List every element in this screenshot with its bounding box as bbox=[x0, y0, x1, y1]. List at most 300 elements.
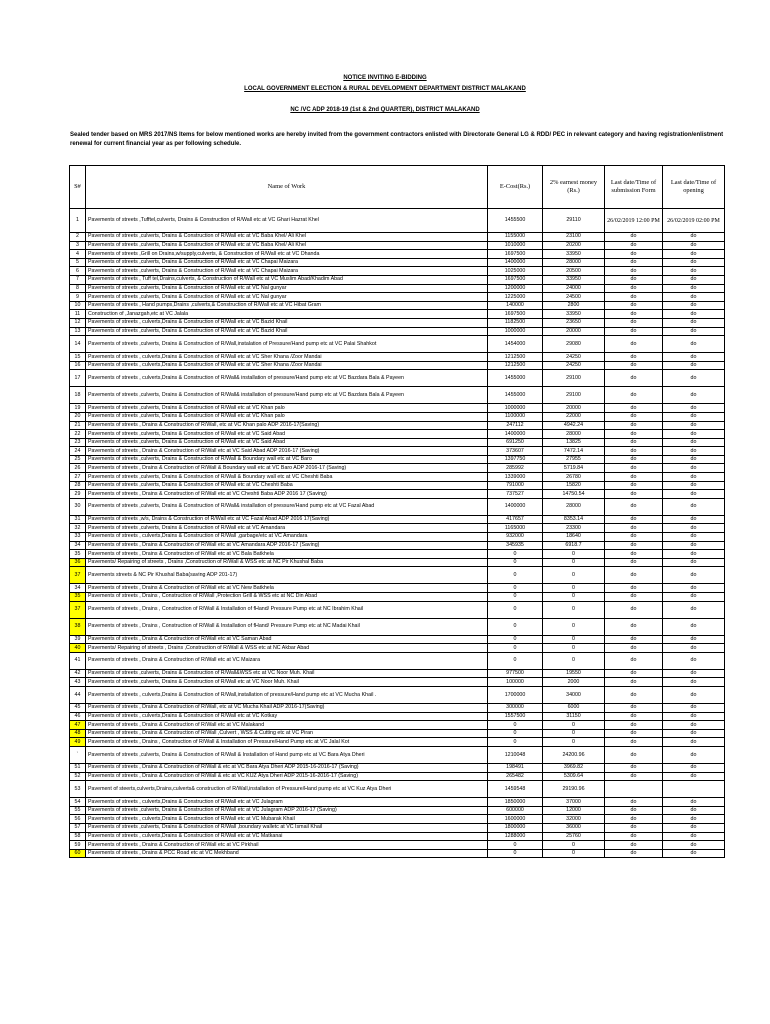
earnest-cell: 0 bbox=[543, 558, 605, 567]
cost-cell: 1182500 bbox=[488, 318, 543, 327]
submission-cell: do bbox=[605, 310, 663, 319]
submission-cell: do bbox=[605, 387, 663, 404]
opening-cell: do bbox=[663, 275, 725, 284]
sn-cell: 35 bbox=[70, 593, 86, 602]
cost-cell: 1400000 bbox=[488, 498, 543, 515]
work-cell: Pavements of streets ,culverts, Drains & Construction of R/Wall & Boundary wall etc at VC Cheshti Baba bbox=[86, 473, 488, 482]
work-cell: Pavements of streets ,culverts, Drains & Construction of R/Wall & Boundary wall etc at VC Baro bbox=[86, 455, 488, 464]
earnest-cell: 23100 bbox=[543, 233, 605, 242]
table-row bbox=[70, 593, 725, 602]
table-row bbox=[70, 841, 725, 850]
sn-cell: 9 bbox=[70, 293, 86, 302]
submission-cell: do bbox=[605, 498, 663, 515]
table-row bbox=[70, 781, 725, 798]
table-row bbox=[70, 738, 725, 747]
work-cell: Pavements/ Repairing of streets , Drains ,Construction of R/Wall & WSS etc at NC Akbar Abad bbox=[86, 644, 488, 653]
table-row bbox=[70, 310, 725, 319]
work-cell: Pavements of streets ,culverts, Drains & Construction of R/Wall&WSS etc at VC Noor Muh. Khail bbox=[86, 669, 488, 678]
table-row bbox=[70, 644, 725, 653]
table-row bbox=[70, 806, 725, 815]
submission-cell: do bbox=[605, 635, 663, 644]
earnest-cell: 14750.54 bbox=[543, 490, 605, 499]
table-row bbox=[70, 412, 725, 421]
table-row bbox=[70, 832, 725, 841]
earnest-cell: 0 bbox=[543, 601, 605, 618]
table-row bbox=[70, 464, 725, 473]
work-cell: Pavements of streets ,culverts, Drains & Construction of R/Wall etc at VC Khan palo bbox=[86, 412, 488, 421]
submission-cell: do bbox=[605, 301, 663, 310]
submission-cell: do bbox=[605, 832, 663, 841]
cost-cell: 1212500 bbox=[488, 361, 543, 370]
opening-cell: do bbox=[663, 430, 725, 439]
sn-cell: 36 bbox=[70, 558, 86, 567]
earnest-cell: 15820 bbox=[543, 481, 605, 490]
cost-cell: 600000 bbox=[488, 806, 543, 815]
intro-paragraph: Sealed tender based on MRS 2017/NS Items for below mentioned works are hereby invited from the government contractors enlisted with Directorate General LG & RDD/ PEC in relevant category and having registration/enlistment renewal for current financial year as per following schedule. bbox=[70, 132, 724, 147]
submission-cell: do bbox=[605, 533, 663, 542]
table-row bbox=[70, 275, 725, 284]
sn-cell: 53 bbox=[70, 781, 86, 798]
cost-cell: 1454000 bbox=[488, 336, 543, 353]
cost-cell: 1455000 bbox=[488, 370, 543, 387]
cost-cell: 932000 bbox=[488, 533, 543, 542]
submission-cell: do bbox=[605, 421, 663, 430]
table-row bbox=[70, 336, 725, 353]
sn-cell: 51 bbox=[70, 763, 86, 772]
sn-cell: 1 bbox=[70, 209, 86, 233]
cost-cell: 300000 bbox=[488, 703, 543, 712]
table-row bbox=[70, 763, 725, 772]
cost-cell: 1225000 bbox=[488, 293, 543, 302]
submission-cell: do bbox=[605, 275, 663, 284]
sn-cell: 34 bbox=[70, 584, 86, 593]
sn-cell: 13 bbox=[70, 327, 86, 336]
opening-cell: do bbox=[663, 746, 725, 763]
cost-cell: 1697500 bbox=[488, 250, 543, 259]
submission-cell: do bbox=[605, 703, 663, 712]
sn-cell: 7 bbox=[70, 275, 86, 284]
opening-cell: do bbox=[663, 293, 725, 302]
table-row bbox=[70, 515, 725, 524]
work-cell: Pavements of streets ,culverts, Drains & Construction of R/Wall etc at VC Bazid Khail bbox=[86, 327, 488, 336]
table-row bbox=[70, 301, 725, 310]
cost-cell: 1212500 bbox=[488, 353, 543, 362]
table-row bbox=[70, 533, 725, 542]
earnest-cell: 6918.7 bbox=[543, 541, 605, 550]
earnest-cell: 20200 bbox=[543, 241, 605, 250]
table-row bbox=[70, 686, 725, 703]
earnest-cell: 24500 bbox=[543, 293, 605, 302]
earnest-cell: 27955 bbox=[543, 455, 605, 464]
work-cell: Pavements of streets , Drains & Construction of R/Wall etc at VC Cheshti Baba ADP 2016 17 (Saving) bbox=[86, 490, 488, 499]
work-cell: Pavements of streets , culverts,Drains & Construction of R/Wall etc at VC Sher Khana /Zoor Mandai bbox=[86, 353, 488, 362]
earnest-cell: 7472.14 bbox=[543, 447, 605, 456]
cost-cell: 1400000 bbox=[488, 258, 543, 267]
submission-cell: 26/02/2019 12:00 PM bbox=[605, 209, 663, 233]
work-cell: Pavements of streets ,culverts, Drains & Construction of R/Wall& installation of pressure/Hand pump etc at VC Fazal Abad bbox=[86, 498, 488, 515]
table-row bbox=[70, 490, 725, 499]
earnest-cell: 24250 bbox=[543, 361, 605, 370]
opening-cell: do bbox=[663, 438, 725, 447]
work-cell: Pavements of streets , culverts,Drains & Construction of R/Wall,installation of pressure/Hand pump etc at VC Mucha Khail . bbox=[86, 686, 488, 703]
submission-cell: do bbox=[605, 515, 663, 524]
opening-cell: do bbox=[663, 421, 725, 430]
earnest-cell: 29100 bbox=[543, 370, 605, 387]
work-cell: Pavements of streets ,Grill on Drains,w/supply,culverts, & Construction of R/Wall etc at VC Dhanda bbox=[86, 250, 488, 259]
submission-cell: do bbox=[605, 601, 663, 618]
submission-cell: do bbox=[605, 464, 663, 473]
earnest-cell: 2000 bbox=[543, 678, 605, 687]
cost-cell: 0 bbox=[488, 738, 543, 747]
sn-cell: 49 bbox=[70, 738, 86, 747]
cost-cell: 1455000 bbox=[488, 387, 543, 404]
opening-cell: do bbox=[663, 712, 725, 721]
opening-cell: do bbox=[663, 763, 725, 772]
work-cell: Pavements/ Repairing of streets , Drains ,Construction of R/Wall & WSS etc at NC Pir Khushal Baba bbox=[86, 558, 488, 567]
cost-cell: 0 bbox=[488, 635, 543, 644]
work-cell: Pavements of streets , Drains , Construction of R/Wall ,Protection Grill & WSS etc at NC Din Abad bbox=[86, 593, 488, 602]
opening-cell: 26/02/2019 02:00 PM bbox=[663, 209, 725, 233]
submission-cell: do bbox=[605, 541, 663, 550]
opening-cell: do bbox=[663, 772, 725, 781]
sn-cell: 43 bbox=[70, 678, 86, 687]
work-cell: Pavements of streets , culverts,Drains & Construction of R/Wall etc at VC Sher Khana /Zoor Mandai bbox=[86, 361, 488, 370]
work-cell: Pavements of streets , culverts,Drains & Construction of R/Wall etc at VC Matkanai bbox=[86, 832, 488, 841]
sn-cell: 34 bbox=[70, 541, 86, 550]
table-row bbox=[70, 601, 725, 618]
cost-cell: 1339000 bbox=[488, 473, 543, 482]
sn-cell: 11 bbox=[70, 310, 86, 319]
table-row bbox=[70, 558, 725, 567]
cost-cell: 1165000 bbox=[488, 524, 543, 533]
opening-cell: do bbox=[663, 233, 725, 242]
work-cell: Pavements of streets , Drains & Construction of R/Wall & etc at VC KUZ Atya Dheri ADP 2015-16-2016-17 (Saving) bbox=[86, 772, 488, 781]
sn-cell: 21 bbox=[70, 421, 86, 430]
submission-cell: do bbox=[605, 746, 663, 763]
opening-cell: do bbox=[663, 584, 725, 593]
sn-cell: 52 bbox=[70, 772, 86, 781]
opening-cell: do bbox=[663, 541, 725, 550]
table-row bbox=[70, 455, 725, 464]
cost-cell: 1000000 bbox=[488, 327, 543, 336]
submission-cell: do bbox=[605, 678, 663, 687]
submission-cell: do bbox=[605, 318, 663, 327]
earnest-cell: 24200.96 bbox=[543, 746, 605, 763]
cost-cell: 0 bbox=[488, 593, 543, 602]
submission-cell: do bbox=[605, 327, 663, 336]
cost-cell: 417657 bbox=[488, 515, 543, 524]
submission-cell: do bbox=[605, 258, 663, 267]
submission-cell: do bbox=[605, 584, 663, 593]
work-cell: Pavements of streets ,culverts, Drains & Construction of R/Wall etc at VC Noor Muh. Khail bbox=[86, 678, 488, 687]
sn-cell: 19 bbox=[70, 404, 86, 413]
work-cell: Pavements of streets , culverts,Drains & Construction of R/Wall etc at VC Kotkay bbox=[86, 712, 488, 721]
sn-cell: 16 bbox=[70, 361, 86, 370]
work-cell: Construction of ,Janazgah,etc at VC Jalala bbox=[86, 310, 488, 319]
sn-cell: 27 bbox=[70, 473, 86, 482]
cost-cell: 737527 bbox=[488, 490, 543, 499]
cost-cell: 0 bbox=[488, 729, 543, 738]
opening-cell: do bbox=[663, 481, 725, 490]
table-row bbox=[70, 815, 725, 824]
work-cell: Pavements of streets , Drains & Construction of R/Wall etc at VC Maizara bbox=[86, 652, 488, 669]
earnest-cell: 0 bbox=[543, 652, 605, 669]
work-cell: Pavements of streets , culverts,Drains & Construction of R/Wall& installation of pressure/Hand pump etc at VC Bazdara Bala & Payeen bbox=[86, 370, 488, 387]
cost-cell: 1455500 bbox=[488, 209, 543, 233]
cost-cell: 1025000 bbox=[488, 267, 543, 276]
table-row bbox=[70, 746, 725, 763]
submission-cell: do bbox=[605, 806, 663, 815]
cost-cell: 285992 bbox=[488, 464, 543, 473]
sn-cell: 38 bbox=[70, 618, 86, 635]
earnest-cell: 13825 bbox=[543, 438, 605, 447]
table-row bbox=[70, 798, 725, 807]
work-cell: Pavements of streets , Drains & Construction of R/Wall ,Culvert , WSS & Cutting etc at VC Piran bbox=[86, 729, 488, 738]
cost-cell: 0 bbox=[488, 567, 543, 584]
opening-cell: do bbox=[663, 686, 725, 703]
col-work: Name of Work bbox=[86, 166, 488, 209]
work-cell: Pavements of streets , Drains & Construction of R/Wall & etc at VC Bara Atya Dheri ADP 2015-16-2016-17 (Saving) bbox=[86, 763, 488, 772]
cost-cell: 247112 bbox=[488, 421, 543, 430]
table-row bbox=[70, 772, 725, 781]
cost-cell: 1557500 bbox=[488, 712, 543, 721]
opening-cell: do bbox=[663, 558, 725, 567]
opening-cell: do bbox=[663, 284, 725, 293]
work-cell: Pavements of streets , Drains & Construction of R/Wall etc at VC Pirkhail bbox=[86, 841, 488, 850]
table-row bbox=[70, 318, 725, 327]
opening-cell: do bbox=[663, 447, 725, 456]
sn-cell: 60 bbox=[70, 849, 86, 858]
earnest-cell: 37000 bbox=[543, 798, 605, 807]
sn-cell: 15 bbox=[70, 353, 86, 362]
sn-cell: 41 bbox=[70, 652, 86, 669]
earnest-cell: 6000 bbox=[543, 703, 605, 712]
opening-cell: do bbox=[663, 404, 725, 413]
sn-cell: 54 bbox=[70, 798, 86, 807]
earnest-cell: 0 bbox=[543, 841, 605, 850]
sn-cell: 25 bbox=[70, 455, 86, 464]
cost-cell: 0 bbox=[488, 618, 543, 635]
earnest-cell: 20000 bbox=[543, 327, 605, 336]
work-cell: Pavements of streets ,culverts, Drains & Construction of R/Wall etc at VC Nal gunyar bbox=[86, 293, 488, 302]
sn-cell: 57 bbox=[70, 823, 86, 832]
sn-cell: 44 bbox=[70, 686, 86, 703]
work-cell: Pavements of streets ,w/s, Drains & Construction of R/Wall etc at VC Fazal Abad ADP 2016 17(Saving) bbox=[86, 515, 488, 524]
cost-cell: 1200000 bbox=[488, 284, 543, 293]
work-cell: Pavements of streets , culverts,Drains & Construction of R/Wall etc at VC Julagram bbox=[86, 798, 488, 807]
earnest-cell: 0 bbox=[543, 593, 605, 602]
opening-cell bbox=[663, 781, 725, 798]
table-row bbox=[70, 849, 725, 858]
submission-cell: do bbox=[605, 841, 663, 850]
notice-title: NOTICE INVITING E-BIDDING bbox=[343, 75, 427, 81]
cost-cell: 1850000 bbox=[488, 798, 543, 807]
submission-cell: do bbox=[605, 815, 663, 824]
earnest-cell: 33950 bbox=[543, 275, 605, 284]
submission-cell: do bbox=[605, 772, 663, 781]
work-cell: Pavements of streets ,Tufftel,culverts, Drains & Construction of R/Wall etc at VC Ghari Hazrat Khel bbox=[86, 209, 488, 233]
cost-cell: 1010000 bbox=[488, 241, 543, 250]
submission-cell: do bbox=[605, 644, 663, 653]
submission-cell: do bbox=[605, 823, 663, 832]
submission-cell bbox=[605, 781, 663, 798]
submission-cell: do bbox=[605, 267, 663, 276]
cost-cell: 0 bbox=[488, 601, 543, 618]
earnest-cell: 29080 bbox=[543, 336, 605, 353]
table-row bbox=[70, 258, 725, 267]
table-row bbox=[70, 652, 725, 669]
opening-cell: do bbox=[663, 601, 725, 618]
earnest-cell: 0 bbox=[543, 550, 605, 559]
table-row bbox=[70, 430, 725, 439]
submission-cell: do bbox=[605, 370, 663, 387]
opening-cell: do bbox=[663, 412, 725, 421]
work-cell: Pavements of streets ,culverts, Drains & Construction of R/Wall etc at VC Baba Khel/ Ali Khel bbox=[86, 233, 488, 242]
table-row bbox=[70, 421, 725, 430]
work-cell: Pavements of streets ,culverts, Drains & Construction of R/Wall& installation of pressure/Hand pump etc at VC Bazdara Bala & Payeen bbox=[86, 387, 488, 404]
earnest-cell: 29100 bbox=[543, 387, 605, 404]
col-submission: Last date/Time of submission Form bbox=[605, 166, 663, 209]
opening-cell: do bbox=[663, 258, 725, 267]
sn-cell: 28 bbox=[70, 481, 86, 490]
submission-cell: do bbox=[605, 652, 663, 669]
sn-cell: 29 bbox=[70, 490, 86, 499]
cost-cell: 1100000 bbox=[488, 412, 543, 421]
sn-cell: 3 bbox=[70, 241, 86, 250]
table-body bbox=[70, 209, 725, 858]
work-cell: Pavements of streets ,culverts, Drains & Construction of R/Wall,instalation of Pressure/Hand pump etc at VC Palai Shahkot bbox=[86, 336, 488, 353]
table-row bbox=[70, 678, 725, 687]
opening-cell: do bbox=[663, 815, 725, 824]
cost-cell: 198491 bbox=[488, 763, 543, 772]
earnest-cell: 8353.14 bbox=[543, 515, 605, 524]
submission-cell: do bbox=[605, 721, 663, 730]
opening-cell: do bbox=[663, 550, 725, 559]
table-row bbox=[70, 635, 725, 644]
adp-title: NC /VC ADP 2018-19 (1st & 2nd QUARTER), DISTRICT MALAKAND bbox=[290, 107, 480, 113]
table-row bbox=[70, 293, 725, 302]
sn-cell: 58 bbox=[70, 832, 86, 841]
earnest-cell: 31150 bbox=[543, 712, 605, 721]
work-cell: Pavements of streets , Drains , Construction of R/Wall & Installation of fHand/ Pressure Pump etc at NC Ibrahim Khail bbox=[86, 601, 488, 618]
cost-cell: 0 bbox=[488, 652, 543, 669]
earnest-cell: 22000 bbox=[543, 412, 605, 421]
earnest-cell: 0 bbox=[543, 849, 605, 858]
table-row bbox=[70, 729, 725, 738]
earnest-cell: 20500 bbox=[543, 267, 605, 276]
submission-cell: do bbox=[605, 618, 663, 635]
table-row bbox=[70, 541, 725, 550]
work-cell: Pavement of steerts,culverts,Drains,culverts& construction of R/Wall,installation of Pressure/Hand pump etc at VC Kuz Atya Dheri bbox=[86, 781, 488, 798]
work-cell: Pavements of streets ,culverts, Drains & Construction of R/Wall etc at VC Julagram ADP 2016-17 (Saving) bbox=[86, 806, 488, 815]
opening-cell: do bbox=[663, 669, 725, 678]
sn-cell: 2 bbox=[70, 233, 86, 242]
submission-cell: do bbox=[605, 447, 663, 456]
cost-cell: 0 bbox=[488, 644, 543, 653]
cost-cell: 791000 bbox=[488, 481, 543, 490]
table-row bbox=[70, 473, 725, 482]
opening-cell: do bbox=[663, 832, 725, 841]
submission-cell: do bbox=[605, 798, 663, 807]
opening-cell: do bbox=[663, 267, 725, 276]
work-cell: Pavements of streets ,culverts, Drains & Construction of R/Wall etc at VC Amandara bbox=[86, 524, 488, 533]
earnest-cell: 3969.82 bbox=[543, 763, 605, 772]
table-row bbox=[70, 481, 725, 490]
earnest-cell: 5309.64 bbox=[543, 772, 605, 781]
work-cell: Pavements of streets ,culverts, Drains & Construction of R/Wall etc at VC Khan palo bbox=[86, 404, 488, 413]
submission-cell: do bbox=[605, 250, 663, 259]
submission-cell: do bbox=[605, 353, 663, 362]
sn-cell: 37 bbox=[70, 601, 86, 618]
cost-cell: 977500 bbox=[488, 669, 543, 678]
earnest-cell: 32000 bbox=[543, 815, 605, 824]
sn-cell: 6 bbox=[70, 267, 86, 276]
opening-cell: do bbox=[663, 806, 725, 815]
table-row bbox=[70, 387, 725, 404]
earnest-cell: 0 bbox=[543, 618, 605, 635]
col-opening: Last date/Time of opening bbox=[663, 166, 725, 209]
earnest-cell: 23650 bbox=[543, 318, 605, 327]
submission-cell: do bbox=[605, 481, 663, 490]
work-cell: Pavements of streets ,culverts, Drains & Construction of R/Wall etc at VC Nal gunyar bbox=[86, 284, 488, 293]
table-row bbox=[70, 550, 725, 559]
work-cell: Pavements of streets , Drains & Construction of R/Wall etc at VC Amandara ADP 2016-17 (Saving) bbox=[86, 541, 488, 550]
work-cell: Pavements of streets ,culverts, Drains & Construction of R/Wall etc at VC Baba Khel/ Ali Khel bbox=[86, 241, 488, 250]
cost-cell: 1288000 bbox=[488, 832, 543, 841]
opening-cell: do bbox=[663, 370, 725, 387]
opening-cell: do bbox=[663, 301, 725, 310]
sn-cell: 47 bbox=[70, 721, 86, 730]
sn-cell: 23 bbox=[70, 438, 86, 447]
table-row bbox=[70, 370, 725, 387]
cost-cell: 0 bbox=[488, 550, 543, 559]
sn-cell: 33 bbox=[70, 533, 86, 542]
opening-cell: do bbox=[663, 336, 725, 353]
opening-cell: do bbox=[663, 849, 725, 858]
submission-cell: do bbox=[605, 738, 663, 747]
table-row bbox=[70, 567, 725, 584]
sn-cell: 40 bbox=[70, 644, 86, 653]
opening-cell: do bbox=[663, 533, 725, 542]
earnest-cell: 18640 bbox=[543, 533, 605, 542]
earnest-cell: 0 bbox=[543, 721, 605, 730]
earnest-cell: 24250 bbox=[543, 353, 605, 362]
opening-cell: do bbox=[663, 729, 725, 738]
col-sn: S# bbox=[70, 166, 86, 209]
cost-cell: 1459548 bbox=[488, 781, 543, 798]
opening-cell: do bbox=[663, 524, 725, 533]
table-row bbox=[70, 498, 725, 515]
submission-cell: do bbox=[605, 593, 663, 602]
table-row bbox=[70, 669, 725, 678]
work-cell: Pavements of streets , Tuff tel,Drains,culverts, & Construction of R/Wall etc at VC Muslim Abad/Khadim Abad bbox=[86, 275, 488, 284]
submission-cell: do bbox=[605, 729, 663, 738]
sn-cell: 35 bbox=[70, 550, 86, 559]
cost-cell: 1697500 bbox=[488, 310, 543, 319]
cost-cell: 0 bbox=[488, 558, 543, 567]
earnest-cell: 25760 bbox=[543, 832, 605, 841]
cost-cell: 1600000 bbox=[488, 815, 543, 824]
table-row bbox=[70, 584, 725, 593]
table-row bbox=[70, 712, 725, 721]
department-title: LOCAL GOVERNMENT ELECTION & RURAL DEVELOPMENT DEPARTMENT DISTRICT MALAKAND bbox=[244, 86, 526, 92]
cost-cell: 691250 bbox=[488, 438, 543, 447]
earnest-cell: 0 bbox=[543, 738, 605, 747]
opening-cell: do bbox=[663, 841, 725, 850]
earnest-cell: 12000 bbox=[543, 806, 605, 815]
opening-cell: do bbox=[663, 318, 725, 327]
sn-cell: 12 bbox=[70, 318, 86, 327]
